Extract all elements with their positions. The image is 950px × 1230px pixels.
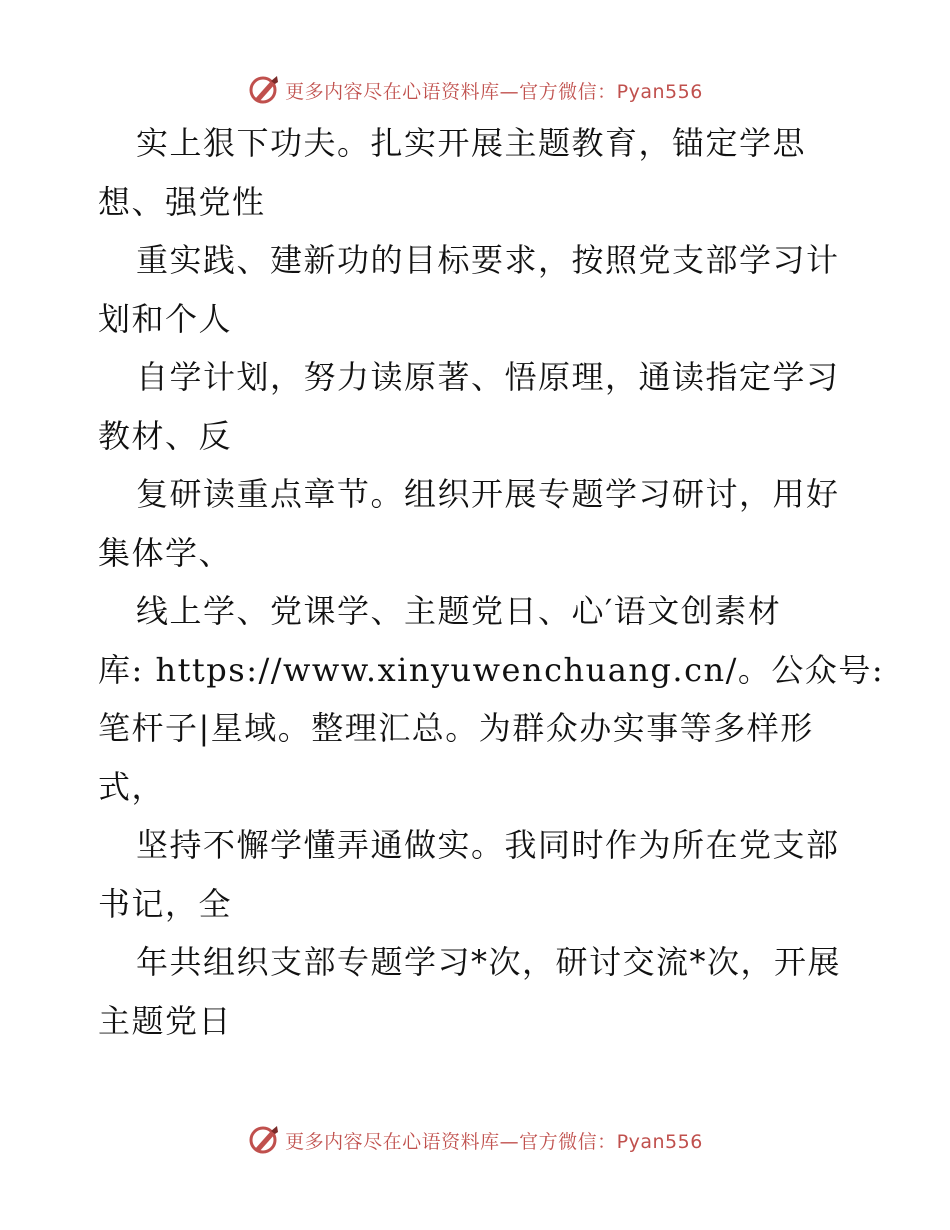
- body-line: 坚持不懈学懂弄通做实。我同时作为所在党支部: [136, 826, 840, 864]
- body-line: 笔杆子|星域。整理汇总。为群众办实事等多样形: [98, 709, 814, 747]
- footer-banner: [0, 1120, 950, 1160]
- body-line: 想、强党性: [98, 182, 266, 221]
- body-line: 线上学、党课学、主题党日、心′语文创素材: [136, 592, 782, 630]
- body-line: 式，: [98, 767, 166, 806]
- header-banner-text: 更多内容尽在心语资料库—官方微信：Pyan556: [285, 80, 703, 103]
- body-line: 自学计划，努力读原著、悟原理，通读指定学习: [136, 358, 840, 396]
- body-line: 书记，全: [98, 884, 233, 923]
- pen-logo-icon: [247, 1123, 281, 1157]
- footer-banner-text: 更多内容尽在心语资料库—官方微信：Pyan556: [285, 1130, 703, 1153]
- header-banner: [0, 70, 950, 110]
- body-line: 集体学、: [98, 533, 233, 572]
- pen-logo-icon: [247, 73, 281, 107]
- body-line: 教材、反: [98, 416, 233, 455]
- body-line: 划和个人: [98, 299, 233, 338]
- body-line: 库: https://www.xinyuwenchuang.cn/。公众号:: [98, 650, 885, 689]
- body-line: 年共组织支部专题学习*次，研讨交流*次，开展: [136, 943, 842, 981]
- body-line: 实上狠下功夫。扎实开展主题教育，锚定学思: [136, 124, 807, 162]
- body-line: 复研读重点章节。组织开展专题学习研讨，用好: [136, 475, 840, 513]
- body-line: 重实践、建新功的目标要求，按照党支部学习计: [136, 241, 840, 279]
- body-line: 主题党日: [98, 1001, 233, 1040]
- document-body: [98, 114, 885, 1050]
